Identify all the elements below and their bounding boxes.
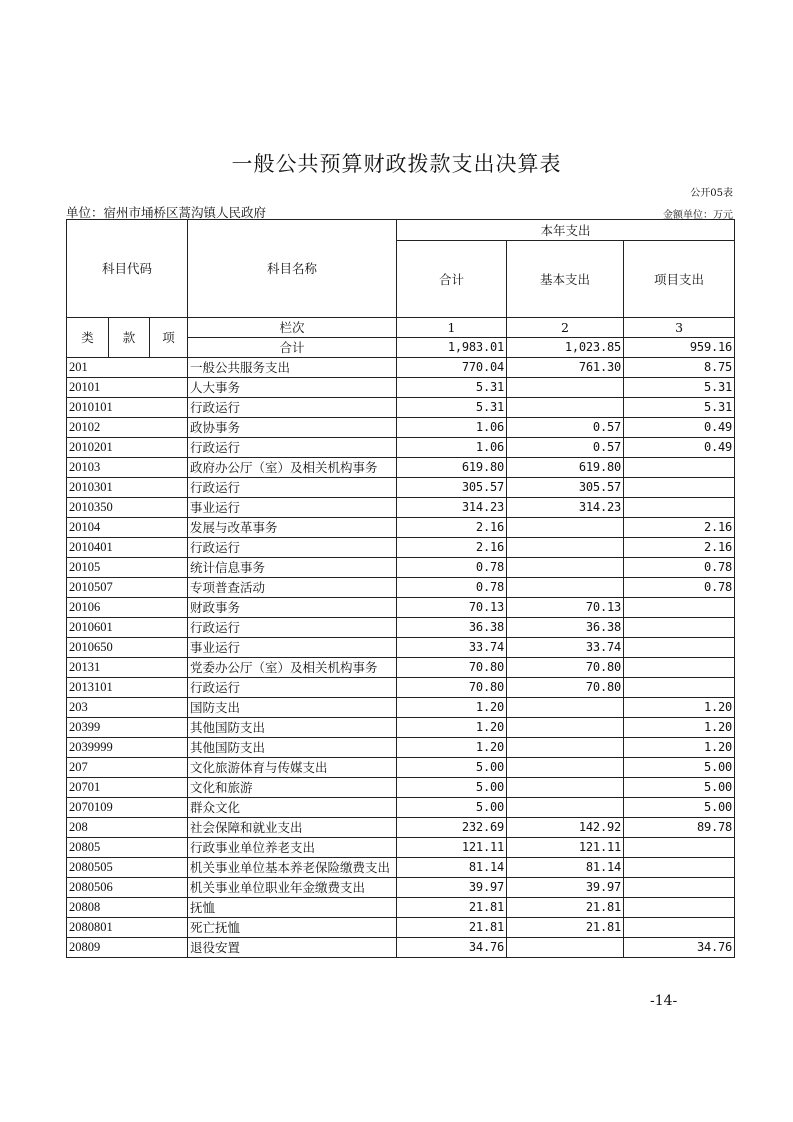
header-basic: 基本支出 <box>507 241 624 318</box>
table-row <box>67 418 735 438</box>
row-total: 1.20 <box>397 698 507 718</box>
row-name: 一般公共服务支出 <box>188 358 397 378</box>
row-total: 0.78 <box>397 558 507 578</box>
row-name: 退役安置 <box>188 938 397 958</box>
row-project <box>624 898 735 918</box>
form-number: 公开05表 <box>690 188 733 199</box>
row-basic: 36.38 <box>507 618 624 638</box>
row-basic <box>507 718 624 738</box>
row-code: 20101 <box>67 378 188 398</box>
row-code: 20805 <box>67 838 188 858</box>
row-name: 抚恤 <box>188 898 397 918</box>
row-name: 社会保障和就业支出 <box>188 818 397 838</box>
row-total: 1.06 <box>397 438 507 458</box>
row-total: 619.80 <box>397 458 507 478</box>
table-row <box>67 398 735 418</box>
table-row <box>67 378 735 398</box>
row-project: 5.00 <box>624 758 735 778</box>
row-project <box>624 858 735 878</box>
row-total: 2.16 <box>397 518 507 538</box>
row-name: 行政事业单位养老支出 <box>188 838 397 858</box>
row-total: 5.31 <box>397 398 507 418</box>
header-project: 项目支出 <box>624 241 735 318</box>
row-project <box>624 678 735 698</box>
table-row <box>67 798 735 818</box>
table-row <box>67 598 735 618</box>
row-total: 70.13 <box>397 598 507 618</box>
grand-total-label: 合计 <box>188 338 397 358</box>
row-total: 770.04 <box>397 358 507 378</box>
table-row <box>67 458 735 478</box>
grand-total-project: 959.16 <box>624 338 735 358</box>
row-name: 机关事业单位基本养老保险缴费支出 <box>188 858 397 878</box>
row-code: 2080506 <box>67 878 188 898</box>
header-lei: 类 <box>67 318 109 358</box>
row-name: 发展与改革事务 <box>188 518 397 538</box>
row-total: 33.74 <box>397 638 507 658</box>
row-basic: 81.14 <box>507 858 624 878</box>
row-name: 党委办公厅（室）及相关机构事务 <box>188 658 397 678</box>
grand-total-total: 1,983.01 <box>397 338 507 358</box>
column-number-3: 3 <box>624 318 735 338</box>
row-code: 2070109 <box>67 798 188 818</box>
row-code: 2010101 <box>67 398 188 418</box>
table-row <box>67 878 735 898</box>
row-basic: 619.80 <box>507 458 624 478</box>
table-row <box>67 618 735 638</box>
row-code: 203 <box>67 698 188 718</box>
row-code: 201 <box>67 358 188 378</box>
column-number-1: 1 <box>397 318 507 338</box>
table-row <box>67 478 735 498</box>
row-project: 0.78 <box>624 558 735 578</box>
table-row <box>67 498 735 518</box>
row-name: 其他国防支出 <box>188 738 397 758</box>
row-name: 专项普查活动 <box>188 578 397 598</box>
table-row <box>67 738 735 758</box>
row-basic: 21.81 <box>507 898 624 918</box>
expenditure-table <box>66 219 735 958</box>
row-project: 1.20 <box>624 718 735 738</box>
row-project: 89.78 <box>624 818 735 838</box>
table-row <box>67 698 735 718</box>
row-basic <box>507 738 624 758</box>
row-project <box>624 838 735 858</box>
row-code: 20105 <box>67 558 188 578</box>
table-row <box>67 538 735 558</box>
row-name: 财政事务 <box>188 598 397 618</box>
row-code: 2010507 <box>67 578 188 598</box>
row-basic <box>507 398 624 418</box>
row-project: 34.76 <box>624 938 735 958</box>
row-basic <box>507 938 624 958</box>
row-total: 5.00 <box>397 778 507 798</box>
row-name: 死亡抚恤 <box>188 918 397 938</box>
row-basic: 0.57 <box>507 438 624 458</box>
row-basic: 761.30 <box>507 358 624 378</box>
row-code: 20809 <box>67 938 188 958</box>
row-name: 行政运行 <box>188 538 397 558</box>
reporting-unit: 单位：宿州市埇桥区蒿沟镇人民政府 <box>66 205 267 220</box>
row-code: 2080505 <box>67 858 188 878</box>
row-project: 5.00 <box>624 778 735 798</box>
table-row <box>67 438 735 458</box>
table-row <box>67 818 735 838</box>
row-code: 207 <box>67 758 188 778</box>
row-project: 5.31 <box>624 398 735 418</box>
row-code: 2010350 <box>67 498 188 518</box>
row-total: 70.80 <box>397 658 507 678</box>
row-basic <box>507 798 624 818</box>
row-basic: 70.80 <box>507 678 624 698</box>
row-code: 20102 <box>67 418 188 438</box>
column-order-label: 栏次 <box>188 318 397 338</box>
row-code: 2010301 <box>67 478 188 498</box>
row-code: 20808 <box>67 898 188 918</box>
row-code: 2013101 <box>67 678 188 698</box>
row-project <box>624 498 735 518</box>
table-row <box>67 758 735 778</box>
row-basic <box>507 378 624 398</box>
row-total: 232.69 <box>397 818 507 838</box>
row-basic <box>507 518 624 538</box>
header-xiang: 项 <box>150 318 188 358</box>
row-basic <box>507 778 624 798</box>
row-name: 行政运行 <box>188 438 397 458</box>
row-basic: 70.13 <box>507 598 624 618</box>
table-row <box>67 638 735 658</box>
row-total: 21.81 <box>397 918 507 938</box>
row-total: 1.20 <box>397 718 507 738</box>
table-row <box>67 358 735 378</box>
row-total: 2.16 <box>397 538 507 558</box>
row-name: 国防支出 <box>188 698 397 718</box>
row-basic: 142.92 <box>507 818 624 838</box>
row-total: 5.00 <box>397 798 507 818</box>
row-basic: 314.23 <box>507 498 624 518</box>
header-code: 科目代码 <box>67 220 188 318</box>
row-name: 统计信息事务 <box>188 558 397 578</box>
row-basic <box>507 578 624 598</box>
row-project <box>624 458 735 478</box>
grand-total-basic: 1,023.85 <box>507 338 624 358</box>
row-project <box>624 618 735 638</box>
row-name: 政协事务 <box>188 418 397 438</box>
row-total: 1.20 <box>397 738 507 758</box>
row-name: 群众文化 <box>188 798 397 818</box>
row-total: 39.97 <box>397 878 507 898</box>
page-number: -14- <box>650 993 678 1009</box>
row-project <box>624 638 735 658</box>
row-project: 5.31 <box>624 378 735 398</box>
row-project: 0.49 <box>624 418 735 438</box>
row-project <box>624 658 735 678</box>
money-unit: 金额单位：万元 <box>663 210 733 221</box>
row-project <box>624 478 735 498</box>
row-code: 20106 <box>67 598 188 618</box>
row-name: 机关事业单位职业年金缴费支出 <box>188 878 397 898</box>
table-row <box>67 558 735 578</box>
row-name: 人大事务 <box>188 378 397 398</box>
table-row <box>67 858 735 878</box>
row-code: 2010401 <box>67 538 188 558</box>
table-row <box>67 678 735 698</box>
row-name: 事业运行 <box>188 638 397 658</box>
row-code: 20131 <box>67 658 188 678</box>
row-project: 8.75 <box>624 358 735 378</box>
row-project: 2.16 <box>624 538 735 558</box>
row-code: 20399 <box>67 718 188 738</box>
column-number-2: 2 <box>507 318 624 338</box>
row-project: 1.20 <box>624 738 735 758</box>
row-project <box>624 878 735 898</box>
row-basic <box>507 538 624 558</box>
row-project: 5.00 <box>624 798 735 818</box>
row-project: 1.20 <box>624 698 735 718</box>
row-total: 21.81 <box>397 898 507 918</box>
row-name: 行政运行 <box>188 478 397 498</box>
table-row <box>67 518 735 538</box>
row-total: 121.11 <box>397 838 507 858</box>
row-basic: 33.74 <box>507 638 624 658</box>
row-project: 2.16 <box>624 518 735 538</box>
row-project: 0.78 <box>624 578 735 598</box>
table-row <box>67 838 735 858</box>
row-total: 36.38 <box>397 618 507 638</box>
table-row <box>67 658 735 678</box>
row-name: 文化和旅游 <box>188 778 397 798</box>
row-total: 1.06 <box>397 418 507 438</box>
row-name: 政府办公厅（室）及相关机构事务 <box>188 458 397 478</box>
row-code: 2010650 <box>67 638 188 658</box>
row-total: 314.23 <box>397 498 507 518</box>
row-basic <box>507 558 624 578</box>
row-basic: 21.81 <box>507 918 624 938</box>
row-basic: 39.97 <box>507 878 624 898</box>
row-code: 2039999 <box>67 738 188 758</box>
row-code: 208 <box>67 818 188 838</box>
row-total: 34.76 <box>397 938 507 958</box>
table-row <box>67 898 735 918</box>
row-code: 2010601 <box>67 618 188 638</box>
row-basic: 0.57 <box>507 418 624 438</box>
table-row <box>67 938 735 958</box>
table-row <box>67 578 735 598</box>
table-row <box>67 918 735 938</box>
row-name: 行政运行 <box>188 678 397 698</box>
row-total: 81.14 <box>397 858 507 878</box>
row-total: 305.57 <box>397 478 507 498</box>
row-total: 5.31 <box>397 378 507 398</box>
row-name: 行政运行 <box>188 618 397 638</box>
table-row <box>67 778 735 798</box>
page-title: 一般公共预算财政拨款支出决算表 <box>231 152 562 176</box>
row-project: 0.49 <box>624 438 735 458</box>
header-kuan: 款 <box>109 318 150 358</box>
row-total: 70.80 <box>397 678 507 698</box>
header-name: 科目名称 <box>188 220 397 318</box>
row-code: 2010201 <box>67 438 188 458</box>
row-name: 事业运行 <box>188 498 397 518</box>
row-project <box>624 918 735 938</box>
header-total: 合计 <box>397 241 507 318</box>
row-code: 20104 <box>67 518 188 538</box>
table-row <box>67 718 735 738</box>
row-basic: 305.57 <box>507 478 624 498</box>
header-current-year: 本年支出 <box>397 220 735 241</box>
row-basic: 121.11 <box>507 838 624 858</box>
row-basic: 70.80 <box>507 658 624 678</box>
row-project <box>624 598 735 618</box>
row-code: 2080801 <box>67 918 188 938</box>
row-code: 20701 <box>67 778 188 798</box>
row-name: 文化旅游体育与传媒支出 <box>188 758 397 778</box>
row-basic <box>507 758 624 778</box>
row-code: 20103 <box>67 458 188 478</box>
row-total: 0.78 <box>397 578 507 598</box>
row-name: 行政运行 <box>188 398 397 418</box>
row-name: 其他国防支出 <box>188 718 397 738</box>
row-total: 5.00 <box>397 758 507 778</box>
row-basic <box>507 698 624 718</box>
